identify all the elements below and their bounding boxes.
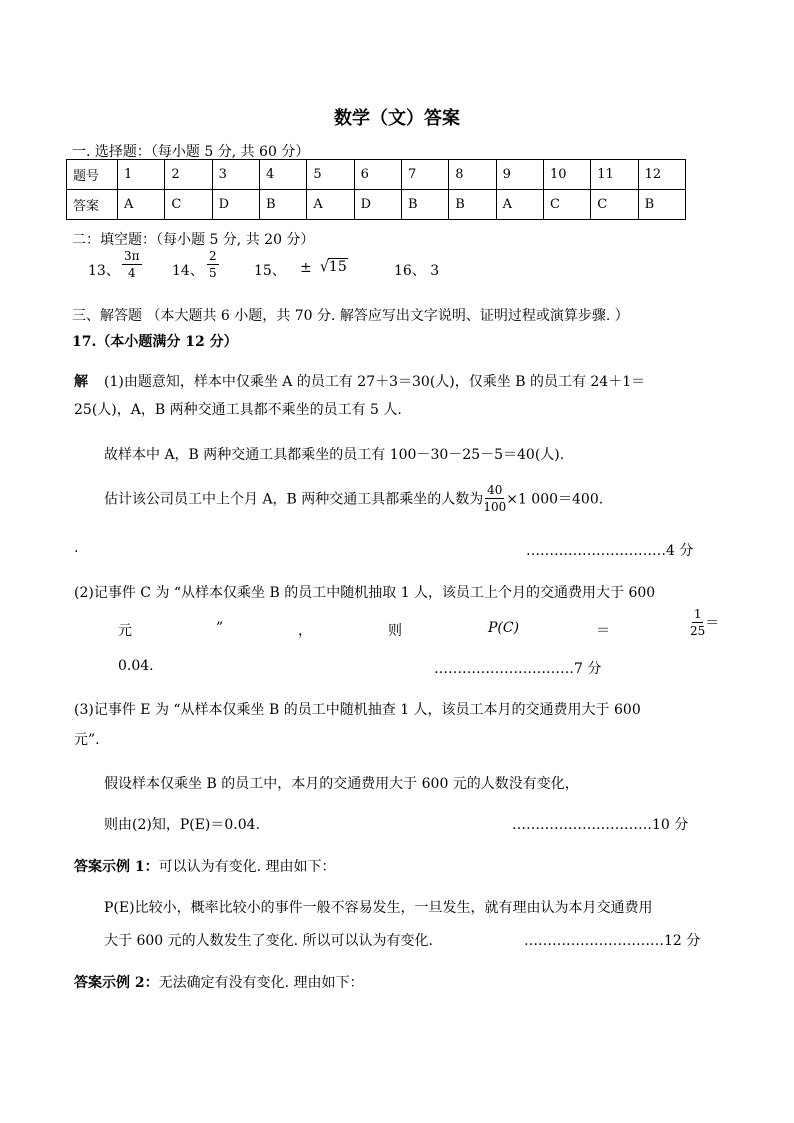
score-7: …………………………7 分 — [434, 661, 602, 677]
q14-fraction — [207, 250, 219, 279]
stray-dot: . — [74, 540, 79, 556]
part2-then: 则 — [388, 623, 402, 639]
part2-equals: ＝ — [596, 623, 610, 639]
part2-probability: P(C) — [488, 620, 520, 636]
part3-line3: 假设样本仅乘坐 B 的员工中，本月的交通费用大于 600 元的人数没有变化， — [104, 776, 579, 792]
table-cell: B — [401, 190, 448, 220]
table-cell: 5 — [307, 160, 354, 190]
table-cell: D — [212, 190, 259, 220]
example1-line1: P(E)比较小，概率比较小的事件一般不容易发生，一旦发生，就有理由认为本月交通费用 — [104, 900, 653, 916]
example1 — [74, 856, 336, 876]
part2-yuan: 元 — [118, 623, 132, 639]
q14-denominator: 5 — [209, 266, 217, 280]
solution-label: 解 — [74, 374, 88, 390]
example1-text: 可以认为有变化. 理由如下： — [158, 859, 336, 875]
part1-denominator: 100 — [483, 500, 507, 514]
part2-denominator: 25 — [690, 624, 706, 638]
page-title: 数学（文）答案 — [334, 108, 460, 129]
q14-label: 14、 — [172, 263, 204, 279]
q14-numerator: 2 — [209, 249, 217, 263]
table-cell: 11 — [591, 160, 638, 190]
table-cell: A — [118, 190, 165, 220]
table-cell: 4 — [259, 160, 306, 190]
score-4: …………………………4 分 — [526, 543, 694, 559]
part3-line1: (3)记事件 E 为 “从样本仅乘坐 B 的员工中随机抽查 1 人，该员工本月的交通费用大于 600 — [74, 702, 641, 718]
section2-heading: 二：填空题：（每小题 5 分, 共 20 分） — [72, 232, 315, 248]
q15-radicand: 15 — [328, 259, 347, 275]
table-cell: C — [543, 190, 590, 220]
part1-line3: 故样本中 A，B 两种交通工具都乘坐的员工有 100－30－25－5＝40(人). — [104, 447, 565, 463]
example1-line2: 大于 600 元的人数发生了变化. 所以可以认为有变化. — [104, 933, 433, 949]
table-cell: A — [496, 190, 543, 220]
example2 — [74, 972, 364, 992]
part2-fraction-group — [690, 608, 719, 637]
part2-fraction — [690, 608, 705, 637]
part2-numerator: 1 — [693, 607, 702, 621]
table-cell: 9 — [496, 160, 543, 190]
part2-line3: 0.04. — [118, 658, 154, 674]
answer-table — [66, 159, 686, 220]
example2-text: 无法确定有没有变化. 理由如下： — [158, 975, 364, 991]
part1-fraction — [483, 484, 506, 513]
table-cell: 6 — [354, 160, 401, 190]
part1-line1: (1)由题意知，样本中仅乘坐 A 的员工有 27＋3＝30(人)，仅乘坐 B 的员工有 24＋1＝ — [104, 374, 646, 390]
table-cell: A — [307, 190, 354, 220]
fill-in-answers — [88, 250, 488, 290]
part1-line4-text: 估计该公司员工中上个月 A，B 两种交通工具都乘坐的人数为 — [104, 491, 484, 508]
table-cell: 12 — [638, 160, 685, 190]
table-cell: C — [591, 190, 638, 220]
q15-sqrt: √15 — [320, 258, 347, 276]
section1-heading: 一. 选择题：（每小题 5 分, 共 60 分） — [72, 144, 310, 160]
score-10: …………………………10 分 — [512, 817, 689, 833]
part1-line4-result: ×1 000＝400. — [506, 491, 604, 508]
part2-quote: ” — [216, 620, 224, 636]
q13-fraction — [122, 250, 142, 279]
q17-title: 17.（本小题满分 12 分） — [72, 334, 238, 350]
part2-comma: ， — [298, 623, 312, 639]
table-cell: B — [638, 190, 685, 220]
q15-plus-minus: ± — [300, 260, 312, 276]
table-cell: B — [449, 190, 496, 220]
part3-line2: 元”. — [74, 732, 100, 748]
table-cell: 2 — [165, 160, 212, 190]
score-12: …………………………12 分 — [524, 933, 701, 949]
row-label-answer: 答案 — [67, 190, 118, 220]
part1-line2: 25(人)，A，B 两种交通工具都不乘坐的员工有 5 人. — [74, 402, 402, 418]
row-label-question: 题号 — [67, 160, 118, 190]
q15-label: 15、 — [254, 263, 286, 279]
part1-numerator: 40 — [487, 483, 503, 497]
table-cell: D — [354, 190, 401, 220]
table-cell: B — [259, 190, 306, 220]
part3-line4: 则由(2)知，P(E)＝0.04. — [104, 817, 261, 833]
table-row-numbers — [67, 160, 686, 190]
example1-label: 答案示例 1： — [74, 859, 159, 875]
part1-line4 — [104, 484, 603, 513]
q13-label: 13、 — [88, 263, 120, 279]
q13-numerator: 3π — [124, 249, 140, 263]
part2-equals2: ＝ — [705, 615, 720, 632]
table-row-answers — [67, 190, 686, 220]
section3-heading: 三、解答题 （本大题共 6 小题，共 70 分. 解答应写出文字说明、证明过程或演算步骤. ） — [72, 308, 629, 324]
example2-label: 答案示例 2： — [74, 975, 159, 991]
table-cell: 3 — [212, 160, 259, 190]
table-cell: 10 — [543, 160, 590, 190]
table-cell: 7 — [401, 160, 448, 190]
table-cell: 1 — [118, 160, 165, 190]
table-cell: C — [165, 190, 212, 220]
table-cell: 8 — [449, 160, 496, 190]
part2-line1: (2)记事件 C 为 “从样本仅乘坐 B 的员工中随机抽取 1 人，该员工上个月的交通费用大于 600 — [74, 585, 656, 601]
q13-denominator: 4 — [127, 266, 136, 280]
q16-answer: 16、 3 — [394, 263, 440, 279]
